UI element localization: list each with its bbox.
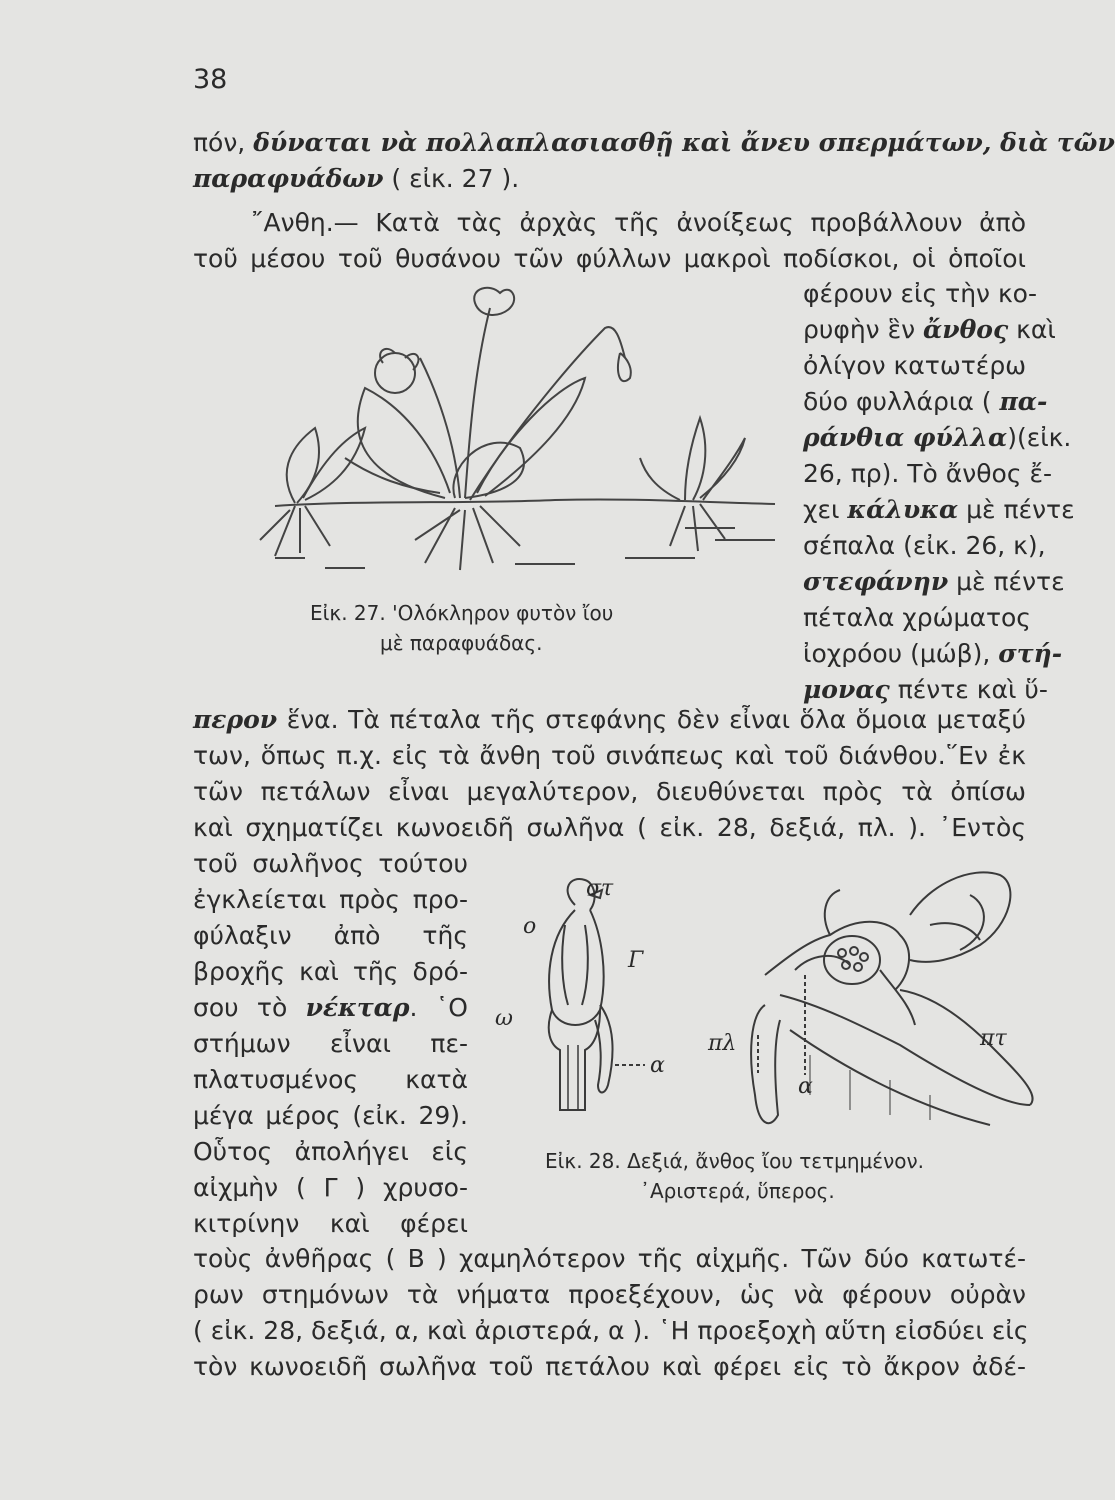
label-o: ο <box>523 914 537 939</box>
page-number: 38 <box>193 64 228 95</box>
text-line: σέπαλα (εἰκ. 26, κ), <box>803 531 1046 560</box>
text-line: μέγα μέρος (εἰκ. 29). <box>193 1101 468 1130</box>
text-line: Οὗτος ἀπολήγει εἰς <box>193 1137 468 1166</box>
text-line: ρων στημόνων τὰ νήματα προεξέχουν, ὡς νὰ φέρουν οὐρὰν <box>193 1280 1026 1309</box>
text-line: τοὺς ἀνθῆρας ( Β ) χαμηλότερον τῆς αἰχμῆς. Τῶν δύο κατωτέ- <box>193 1244 1026 1273</box>
figure-27-caption-line2: μὲ παραφυάδας. <box>380 631 543 655</box>
text-line: 26, πρ). Τὸ ἄνθος ἔ- <box>803 459 1052 488</box>
text-line: βροχῆς καὶ τῆς δρό- <box>193 957 468 986</box>
label-omega: ω <box>495 1006 513 1031</box>
text-line: των, ὅπως π.χ. εἰς τὰ ἄνθη τοῦ σινάπεως καὶ τοῦ διάνθου.῞Εν ἐκ <box>193 741 1026 770</box>
label-pl: πλ <box>708 1031 737 1056</box>
text-line: στεφάνην μὲ πέντε <box>803 567 1065 596</box>
violet-flower-section-illustration <box>490 855 1045 1140</box>
figure-28-caption-line1: Εἰκ. 28. Δεξιά, ἄνθος ἴου τετμημένον. <box>545 1149 925 1173</box>
label-a-left: α <box>650 1053 665 1078</box>
text-line: φέρουν εἰς τὴν κο- <box>803 279 1037 308</box>
text-line: αἰχμὴν ( Γ ) χρυσο- <box>193 1173 468 1202</box>
text-line: κιτρίνην καὶ φέρει <box>193 1209 468 1238</box>
text-line: τοῦ σωλῆνος τούτου <box>193 849 468 878</box>
figure-28-caption-line2: ᾿Αριστερά, ὕπερος. <box>640 1179 835 1203</box>
text-line: τοῦ μέσου τοῦ θυσάνου τῶν φύλλων μακροὶ ποδίσκοι, οἱ ὁποῖοι <box>193 244 1026 273</box>
text-line: καὶ σχηματίζει κωνοειδῆ σωλῆνα ( εἰκ. 28, δεξιά, πλ. ). ᾿Εντὸς <box>193 813 1026 842</box>
text-line: ἰοχρόου (μώβ), στή- <box>803 639 1063 668</box>
text-line: μονας πέντε καὶ ὕ- <box>803 675 1048 704</box>
text-line: περον ἕνα. Τὰ πέταλα τῆς στεφάνης δὲν εἶναι ὅλα ὅμοια μεταξύ <box>193 705 1026 734</box>
text-line: πλατυσμένος κατὰ <box>193 1065 468 1094</box>
text-line: πέταλα χρώματος <box>803 603 1031 632</box>
text-line: σου τὸ νέκταρ. ῾Ο <box>193 993 468 1022</box>
text-line: ( εἰκ. 28, δεξιά, α, καὶ ἀριστερά, α ). ῾Η προεξοχὴ αὕτη εἰσδύει εἰς <box>193 1316 1029 1345</box>
text-line: παραφυάδων ( εἰκ. 27 ). <box>193 164 520 193</box>
text-line: χει κάλυκα μὲ πέντε <box>803 495 1075 524</box>
text-line: ἐγκλείεται πρὸς προ- <box>193 885 468 914</box>
figure-27-caption-line1: Εἰκ. 27. 'Ολόκληρον φυτὸν ἴου <box>310 601 614 625</box>
text-line: ρυφὴν ἓν ἄνθος καὶ <box>803 315 1056 344</box>
text-line: πόν, δύναται νὰ πολλαπλασιασθῇ καὶ ἄνευ σπερμάτων, διὰ τῶν <box>193 128 1115 157</box>
label-g: Γ <box>628 948 644 973</box>
section-heading-line: ῎Ανθη.— Κατὰ τὰς ἀρχὰς τῆς ἀνοίξεως προβάλλουν ἀπὸ <box>251 208 1026 237</box>
label-pt: πτ <box>980 1026 1007 1051</box>
label-st: στ <box>586 876 614 901</box>
text-line: φύλαξιν ἀπὸ τῆς <box>193 921 468 950</box>
text-line: στήμων εἶναι πε- <box>193 1029 468 1058</box>
text-line: ὀλίγον κατωτέρω <box>803 351 1027 380</box>
violet-plant-illustration <box>215 278 805 603</box>
text-line: δύο φυλλάρια ( πα- <box>803 387 1048 416</box>
text-line: τὸν κωνοειδῆ σωλῆνα τοῦ πετάλου καὶ φέρει εἰς τὸ ἄκρον ἀδέ- <box>193 1352 1026 1381</box>
text-line: τῶν πετάλων εἶναι μεγαλύτερον, διευθύνεται πρὸς τὰ ὀπίσω <box>193 777 1026 806</box>
text-line: ράνθια φύλλα)(εἰκ. <box>803 423 1072 452</box>
label-a-right: α <box>798 1074 813 1099</box>
